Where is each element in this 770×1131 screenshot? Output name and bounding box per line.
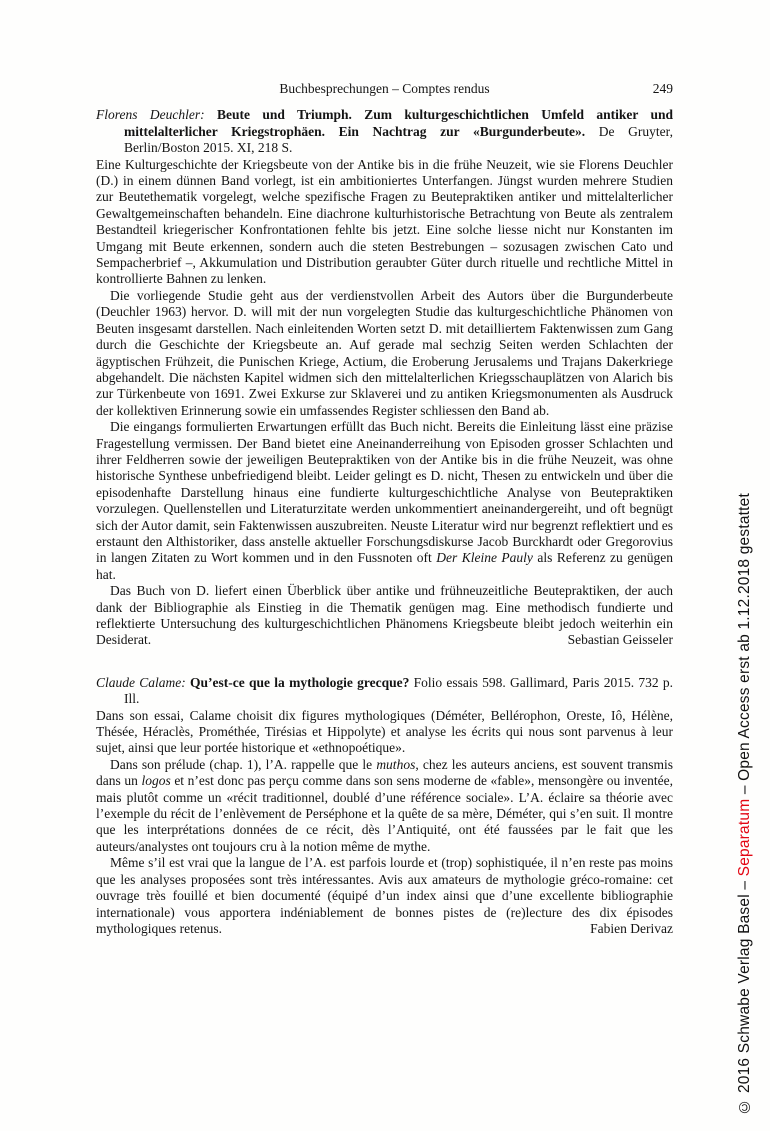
review-title: Beute und Triumph. Zum kulturgeschichtlichen Umfeld antiker und mittelalterlicher Kriegstrophäen. Ein Nachtrag zur «Burgunderbeute». — [124, 107, 673, 139]
text-segment: Même s’il est vrai que la langue de l’A. est parfois lourde et (trop) sophistiquée, il n’en reste pas moins que les analyses proposées sont très intéressantes. Avis aux amateurs de mythologie gréco-romaine: cet ouvrage très fouillé et bien documenté (équipé d’un index ainsi que d’une excellente bibliographie internationale) vous apportera indéniablement de bonnes pistes de (re)lecture des dix épisodes mythologiques retenus. — [96, 855, 673, 936]
text-segment: Eine Kulturgeschichte der Kriegsbeute von der Antike bis in die frühe Neuzeit, wie sie Florens Deuchler (D.) in einem dünnen Band vorlegt, ist ein ambitioniertes Unterfangen. Jüngst wurden mehrere Studien zur Beutethematik vorgelegt, welche spezifische Fragen zu Beutepraktiken antiker und mittelalterlicher Gewaltgemeinschaften behandeln. Eine diachrone kulturhistorische Betrachtung von Beute als zentralem Bestandteil kriegerischer Konfrontationen fehlte bis jetzt. Eine solche liesse nicht nur Konstanten im Umgang mit Beute erkennen, sondern auch die steten Bestrebungen – sozusagen zwischen Cato und Sempacherbrief –, Akkumulation und Distribution geraubter Güter durch rituelle und rechtliche Mittel in kontrollierte Bahnen zu lenken. — [96, 156, 673, 287]
review-paragraph — [96, 157, 673, 288]
text-segment: , chez les auteurs anciens, est souvent transmis dans un — [96, 756, 673, 789]
text-segment: Der Kleine Pauly — [436, 550, 533, 566]
review-heading — [96, 675, 673, 708]
review-calame — [96, 675, 673, 938]
running-head: Buchbesprechungen – Comptes rendus — [279, 81, 490, 96]
review-author: Florens Deuchler: — [96, 107, 217, 123]
review-paragraph — [96, 288, 673, 419]
text-segment: Dans son prélude (chap. 1), l’A. rappelle que le — [110, 756, 377, 772]
page-header — [96, 81, 673, 97]
text-segment: Die vorliegende Studie geht aus der verdienstvollen Arbeit des Autors über die Burgunderbeute (Deuchler 1963) hervor. D. will mit der nun vorgelegten Studie das kulturgeschichtliche Phänomen von Beuten insgesamt darstellen. Nach einleitenden Worten setzt D. mit detailliertem Faktenwissen zum Gang durch die Geschichte der Kriegsbeute an. Auf gerade mal sechzig Seiten werden Schlachten der ägyptischen Frühzeit, die Punischen Kriege, Actium, die Eroberung Jerusalems und Trajans Dakerkriege abgehandelt. Die nächsten Kapitel widmen sich den mittelalterlichen Kriegsschauplätzen von Alarich bis zur Türkenbeute von 1691. Zwei Exkurse zur Sklaverei und zu antiken Kriegsmonumenten als Ausdruck der kollektiven Erinnerung sowie ein umfassendes Register schliessen den Band ab. — [96, 287, 673, 418]
review-paragraph — [96, 419, 673, 583]
text-segment: – Open Access erst ab 1.12.2018 gestattet — [736, 493, 753, 799]
review-paragraph — [96, 708, 673, 757]
text-segment: et n’est donc pas perçu comme dans son sens moderne de «fable», mensongère ou inventée, mais plutôt comme un «récit traditionnel, doublé d’une référence sociale». L’A. éclaire sa théorie avec l’exemple du récit de l’enlèvement de Perséphone et la quête de sa mère, Déméter, qui s’en suit. Il montre que les interprétations données de ce récit, dès l’Antiquité, ont été faussées par le fait que les auteurs/analystes ont toujours cru à la notion même de mythe. — [96, 773, 674, 854]
review-author: Claude Calame: — [96, 674, 191, 690]
review-title: Qu’est-ce que la mythologie grecque? — [190, 674, 414, 690]
review-publication: De Gruyter, Berlin/Boston 2015. XI, 218 S. — [124, 123, 673, 156]
text-segment: Separatum — [736, 798, 753, 877]
review-heading — [96, 107, 673, 156]
page-number: 249 — [652, 81, 673, 96]
text-segment: © 2016 Schwabe Verlag Basel – — [736, 876, 753, 1115]
text-segment: Das Buch von D. liefert einen Überblick über antike und frühneuzeitliche Beutepraktiken, der auch dank der Bibliographie als Einstieg in die Thematik genügen mag. Eine methodisch fundierte und reflektierte Untersuchung des kulturgeschichtlichen Phänomens Kriegsbeute bleibt jedoch weiterhin ein Desiderat. — [96, 583, 673, 648]
page-content — [96, 81, 673, 937]
text-segment: Die eingangs formulierten Erwartungen erfüllt das Buch nicht. Bereits die Einleitung lässt eine präzise Fragestellung vermissen. Der Band bietet eine Aneinanderreihung von Episoden grosser Schlachten und ihrer Feldherren sowie der jeweiligen Beutepraktiken von der Antike bis in die frühe Neuzeit, was ohne historische Synthese unbefriedigend bleibt. Leider gelingt es D. nicht, Thesen zu entwickeln und über die episodenhafte Darstellung hinaus eine fundierte kulturgeschichtliche Analyse von Beutepraktiken vorzulegen. Quellenstellen und Literaturzitate werden unkommentiert aneinandergereiht, und oft begnügt sich der Autor damit, sein Faktenwissen auszubreiten. Neuste Literatur wird nur begrenzt reflektiert und es erstaunt den Althistoriker, dass anstelle aktueller Forschungsdiskurse Jacob Burckhardt oder Gregorovius in langen Zitaten zu Wort kommen und in den Fussnoten oft — [96, 419, 673, 566]
review-paragraph — [96, 855, 673, 937]
text-segment: muthos — [376, 756, 416, 772]
text-segment: als Referenz zu genügen hat. — [96, 550, 673, 582]
review-paragraph — [96, 583, 673, 649]
review-paragraph — [96, 757, 673, 855]
text-segment: Dans son essai, Calame choisit dix figures mythologiques (Déméter, Bellérophon, Oreste, Iô, Hélène, Thésée, Héraclès, Prométhée, Tirésias et Hippolyte) et analyse les écrits qui nous sont parvenus à leur sujet, ainsi que leur portée historique et «ethnopoétique». — [96, 707, 673, 756]
reviewer-signature: Sebastian Geisseler — [567, 632, 673, 648]
reviewer-signature: Fabien Derivaz — [590, 920, 673, 936]
text-segment: logos — [141, 773, 171, 789]
review-publication: Folio essais 598. Gallimard, Paris 2015. 732 p. Ill. — [124, 674, 673, 707]
copyright-imprint-vertical — [736, 493, 754, 1115]
review-deuchler — [96, 107, 673, 648]
